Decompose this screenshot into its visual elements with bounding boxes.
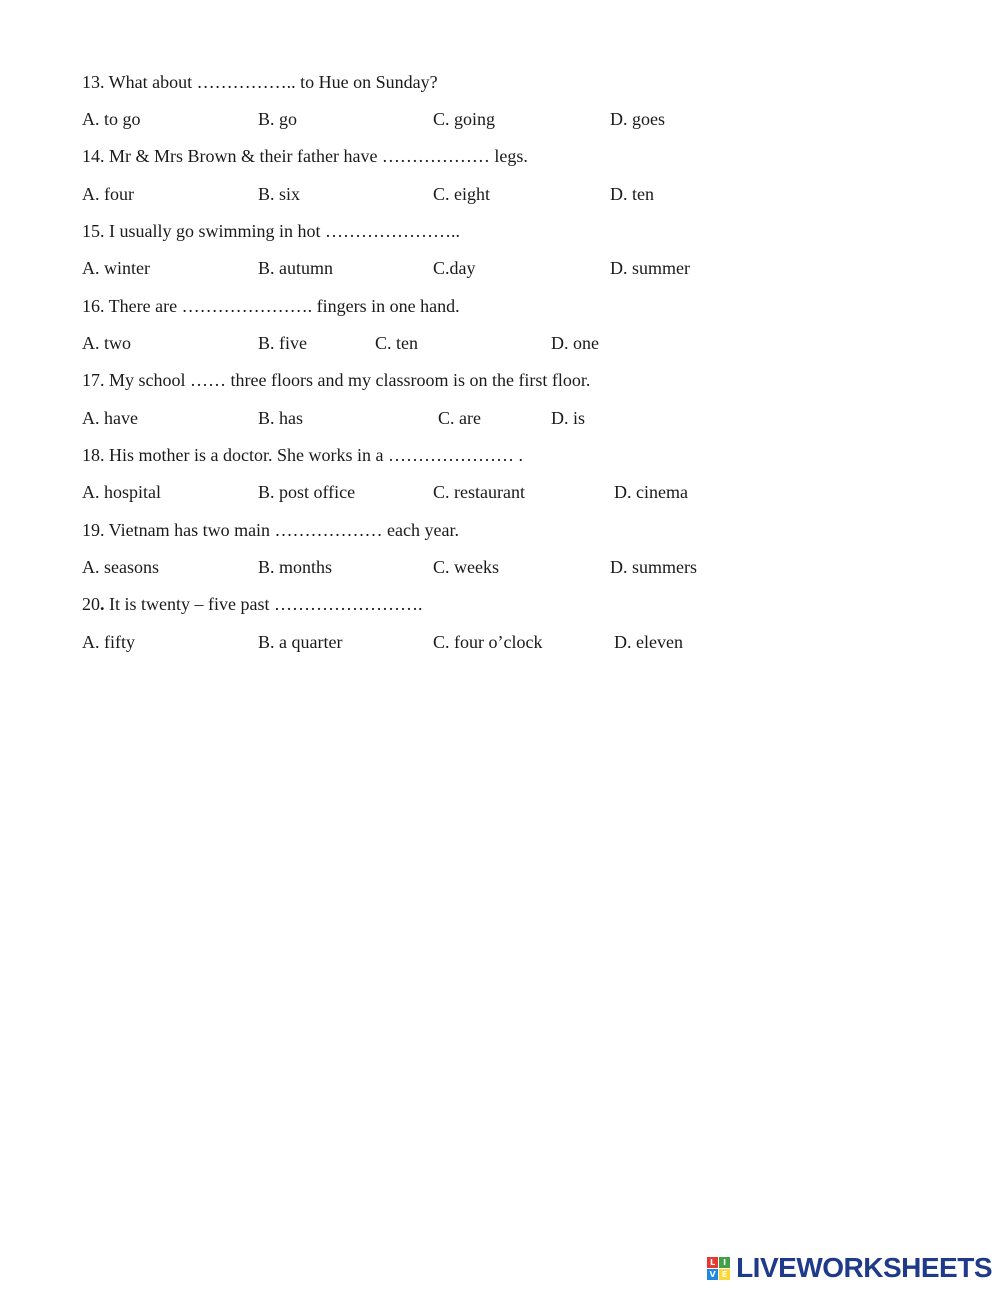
option-b: B. a quarter: [258, 632, 343, 652]
live-icon-v: V: [707, 1269, 718, 1280]
question-number: 13.: [82, 72, 105, 92]
question-number: 16.: [82, 296, 105, 316]
question-13: [82, 71, 438, 93]
question-18: [82, 444, 523, 466]
option-a: A. four: [82, 184, 134, 204]
option-c: C. ten: [375, 333, 418, 353]
question-number: 20: [82, 594, 100, 614]
option-b: B. six: [258, 184, 301, 204]
option-b: B. months: [258, 557, 333, 577]
option-c: C. eight: [433, 184, 490, 204]
option-a: A. to go: [82, 109, 141, 129]
question-text: My school …… three floors and my classroom is on the first floor.: [104, 370, 591, 390]
question-text: His mother is a doctor. She works in a ………………… .: [104, 445, 523, 465]
brand-name: LIVEWORKSHEETS: [736, 1252, 992, 1283]
question-15: [82, 220, 460, 242]
option-d: D. summer: [610, 258, 690, 278]
option-b: B. has: [258, 408, 303, 428]
option-a: A. seasons: [82, 557, 159, 577]
question-text: There are …………………. fingers in one hand.: [104, 296, 460, 316]
option-c: C. four o’clock: [433, 632, 543, 652]
question-19: [82, 519, 459, 541]
question-20: [82, 593, 422, 615]
option-a: A. fifty: [82, 632, 135, 652]
option-d: D. goes: [610, 109, 665, 129]
question-number: 14.: [82, 146, 105, 166]
option-a: A. have: [82, 408, 138, 428]
option-c: C. restaurant: [433, 482, 525, 502]
option-c: C. are: [438, 408, 481, 428]
option-d: D. summers: [610, 557, 697, 577]
option-b: B. autumn: [258, 258, 333, 278]
option-a: A. hospital: [82, 482, 161, 502]
option-d: D. eleven: [614, 632, 683, 652]
live-icon-i: I: [719, 1257, 730, 1268]
option-d: D. cinema: [614, 482, 688, 502]
option-a: A. winter: [82, 258, 150, 278]
option-d: D. ten: [610, 184, 654, 204]
live-icon: [707, 1257, 730, 1280]
question-14: [82, 145, 528, 167]
question-number: 18.: [82, 445, 105, 465]
option-b: B. go: [258, 109, 298, 129]
option-c: C.day: [433, 258, 476, 278]
option-d: D. is: [551, 408, 586, 428]
question-number: 19.: [82, 520, 105, 540]
question-number: 15.: [82, 221, 105, 241]
question-text: I usually go swimming in hot …………………..: [104, 221, 460, 241]
question-17: [82, 369, 590, 391]
option-b: B. post office: [258, 482, 356, 502]
liveworksheets-logo[interactable]: [707, 1251, 992, 1285]
option-d: D. one: [551, 333, 599, 353]
live-icon-l: L: [707, 1257, 718, 1268]
question-text: It is twenty – five past …………………….: [104, 594, 423, 614]
option-c: C. going: [433, 109, 496, 129]
option-c: C. weeks: [433, 557, 499, 577]
question-text: What about …………….. to Hue on Sunday?: [104, 72, 438, 92]
option-a: A. two: [82, 333, 131, 353]
question-number-dot: .: [100, 594, 105, 614]
question-16: [82, 295, 460, 317]
question-number: 17.: [82, 370, 105, 390]
question-text: Vietnam has two main ……………… each year.: [104, 520, 460, 540]
live-icon-e: E: [719, 1269, 730, 1280]
question-text: Mr & Mrs Brown & their father have ……………… legs.: [104, 146, 528, 166]
option-b: B. five: [258, 333, 307, 353]
